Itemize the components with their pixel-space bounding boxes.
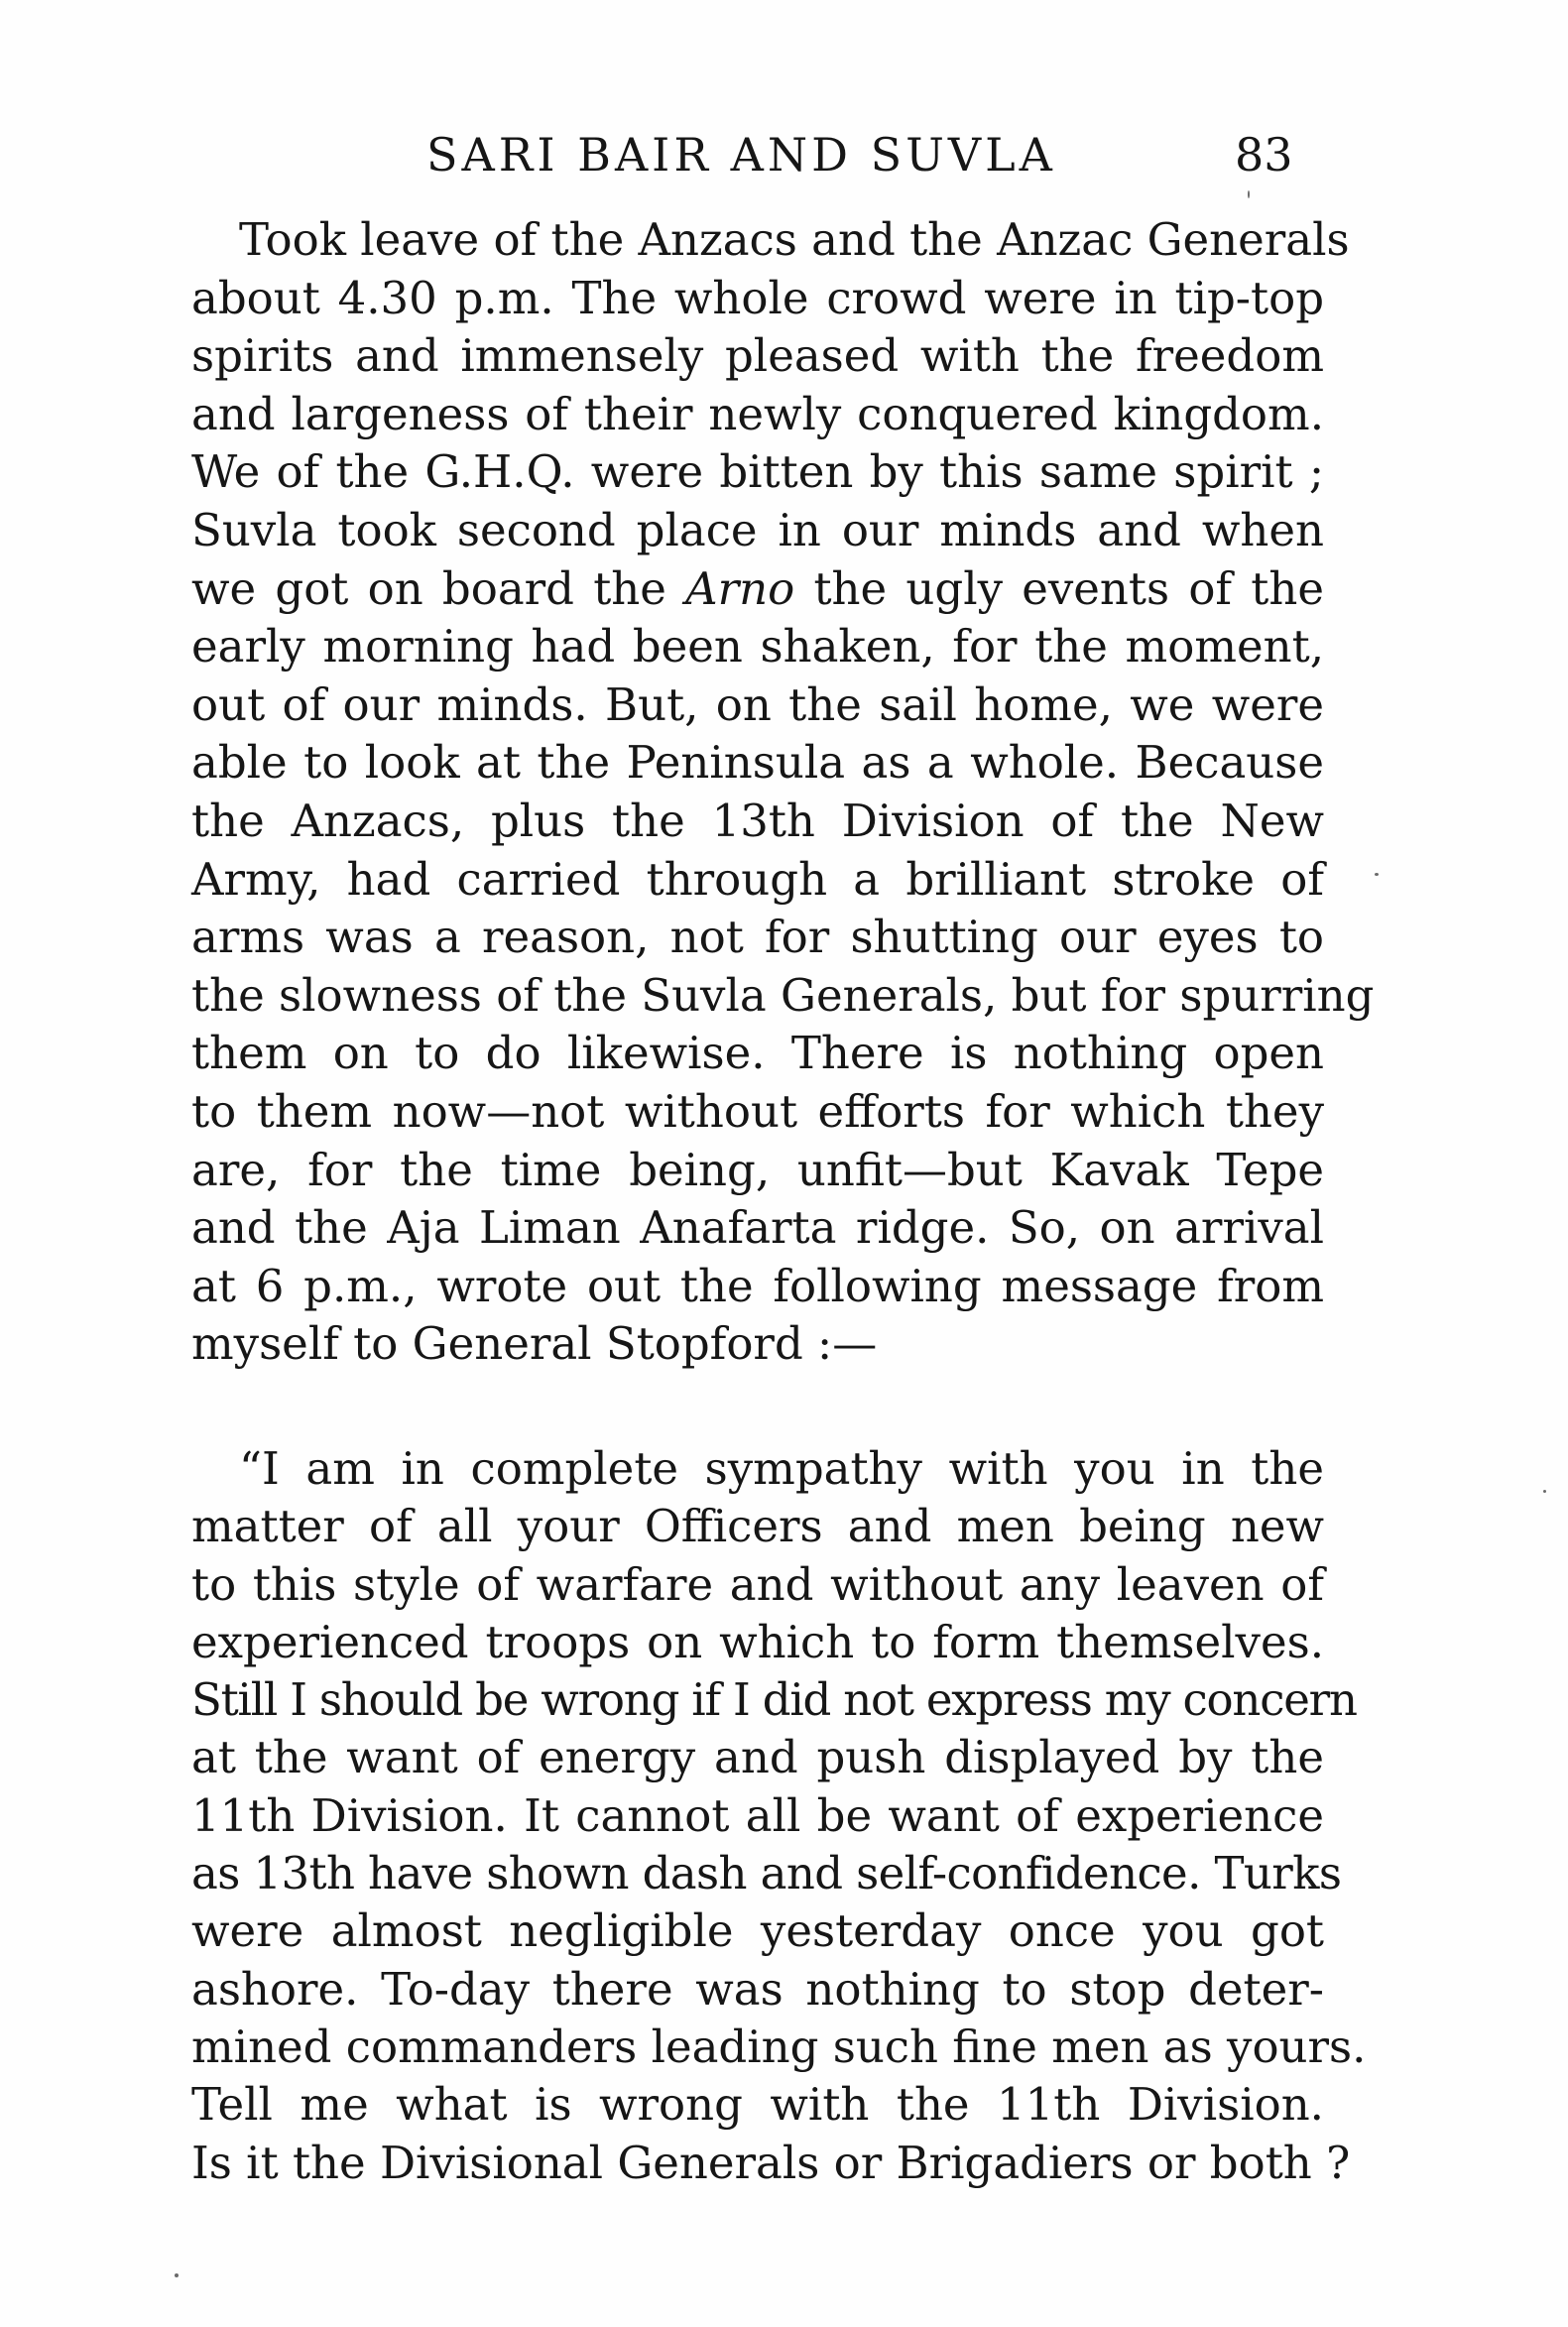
text-line: Army, had carried through a brilliant stroke of xyxy=(191,852,1324,906)
scan-speck xyxy=(175,2273,179,2277)
text-line: Took leave of the Anzacs and the Anzac Generals xyxy=(239,213,1350,266)
text-line: Suvla took second place in our minds and when xyxy=(191,503,1324,556)
scan-speck xyxy=(1248,190,1250,198)
text-line: and largeness of their newly conquered kingdom. xyxy=(191,387,1324,440)
text-line: matter of all your Officers and men being new xyxy=(191,1500,1324,1553)
text-line: early morning had been shaken, for the moment, xyxy=(191,620,1324,674)
text-line: Is it the Divisional Generals or Brigadiers or both ? xyxy=(191,2136,1351,2189)
text-line: and the Aja Liman Anafarta ridge. So, on arrival xyxy=(191,1201,1324,1255)
text-line: arms was a reason, not for shutting our eyes to xyxy=(191,911,1324,964)
page-number: 83 xyxy=(1235,128,1293,182)
text-line-with-ship-name xyxy=(191,560,1324,619)
text-line: “I am in complete sympathy with you in the xyxy=(239,1442,1324,1495)
text-line: the slowness of the Suvla Generals, but for spurring xyxy=(191,968,1375,1022)
text-line: at the want of energy and push displayed by the xyxy=(191,1731,1324,1784)
scan-speck xyxy=(1543,1490,1546,1493)
scan-speck xyxy=(1375,873,1379,876)
text-line: mined commanders leading such fine men as yours. xyxy=(191,2020,1367,2073)
text-fragment: we got on board the Arno the ugly events of the xyxy=(191,561,1325,615)
text-line: We of the G.H.Q. were bitten by this same spirit ; xyxy=(191,445,1324,499)
text-line: to them now—not without efforts for which they xyxy=(191,1084,1324,1138)
text-line: out of our minds. But, on the sail home, we were xyxy=(191,677,1324,731)
text-line: were almost negligible yesterday once you got xyxy=(191,1904,1324,1958)
text-line: experienced troops on which to form themselves. xyxy=(191,1615,1324,1668)
text-line: are, for the time being, unfit—but Kavak Tepe xyxy=(191,1143,1324,1196)
running-head xyxy=(426,125,1319,184)
text-line: them on to do likewise. There is nothing open xyxy=(191,1027,1324,1080)
running-title: SARI BAIR AND SUVLA xyxy=(426,128,1056,182)
text-line: myself to General Stopford :— xyxy=(191,1317,878,1371)
text-line: ashore. To-day there was nothing to stop deter- xyxy=(191,1962,1324,2016)
text-line: at 6 p.m., wrote out the following message from xyxy=(191,1259,1324,1312)
text-line: about 4.30 p.m. The whole crowd were in tip-top xyxy=(191,271,1324,324)
text-line: Still I should be wrong if I did not express my concern xyxy=(191,1673,1357,1727)
text-line: 11th Division. It cannot all be want of experience xyxy=(191,1788,1324,1842)
text-line: to this style of warfare and without any leaven of xyxy=(191,1557,1324,1611)
paragraph-narrative xyxy=(191,211,1375,1374)
text-line: spirits and immensely pleased with the freedom xyxy=(191,329,1324,383)
ship-name: Arno xyxy=(685,561,795,615)
text-line: Tell me what is wrong with the 11th Division. xyxy=(191,2078,1324,2132)
text-line: able to look at the Peninsula as a whole. Because xyxy=(191,736,1324,790)
text-line: as 13th have shown dash and self-confidence. Turks xyxy=(191,1847,1342,1900)
paragraph-quoted-message xyxy=(191,1440,1367,2192)
text-line: the Anzacs, plus the 13th Division of the New xyxy=(191,794,1324,847)
